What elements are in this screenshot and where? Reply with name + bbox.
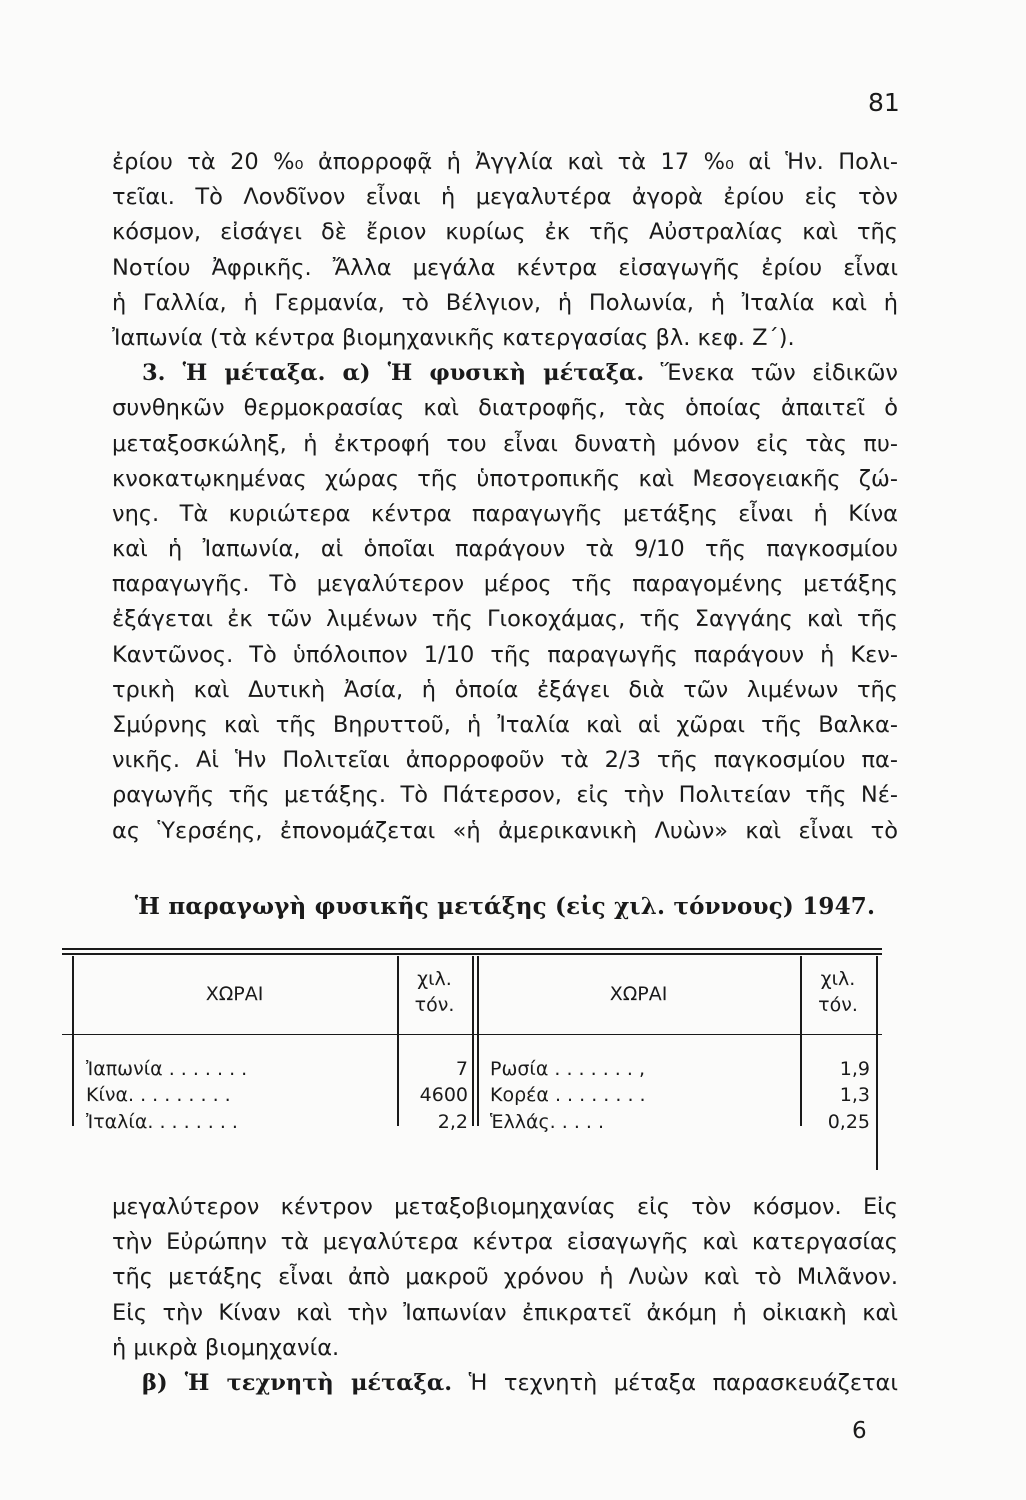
header-unit-left-2: τόν. <box>414 994 455 1016</box>
header-countries-left: ΧΩΡΑΙ <box>205 983 264 1005</box>
page-number: 81 <box>868 88 900 117</box>
subsection-heading-line <box>112 1366 898 1401</box>
table-vline <box>72 956 74 1126</box>
section-heading-line <box>112 356 898 391</box>
text-line: ἡ μικρὰ βιομηχανία. <box>112 1334 340 1361</box>
text-line: συνθηκῶν θερμοκρασίας καὶ διατροφῆς, τὰς ὁποίας ἀπαιτεῖ ὁ <box>112 395 898 422</box>
text-line: μεταξοσκώληξ, ἡ ἐκτροφή του εἶναι δυνατὴ μόνον εἰς τὰς πυ- <box>112 430 898 457</box>
text-line: κνοκατῳκημένας χώρας τῆς ὑποτροπικῆς καὶ Μεσογειακῆς ζώ- <box>112 465 898 492</box>
table-row-country: Ἑλλάς. . . . . <box>490 1111 605 1133</box>
text-line: τῆς μετάξης εἶναι ἀπὸ μακροῦ χρόνου ἡ Λυὼν καὶ τὸ Μιλᾶνον. <box>112 1264 898 1291</box>
subsection-heading: β) Ἡ τεχνητὴ μέταξα. <box>142 1369 453 1396</box>
text-line: τὴν Εὐρώπην τὰ μεγαλύτερα κέντρα εἰσαγωγῆς καὶ κατεργασίας <box>112 1229 898 1256</box>
header-unit-left-1: χιλ. <box>417 968 452 990</box>
text-line: νικῆς. Αἱ Ἡν Πολιτεῖαι ἀπορροφοῦν τὰ 2/3 τῆς παγκοσμίου πα- <box>112 747 898 774</box>
table-vline <box>477 956 479 1126</box>
text-line: τεῖαι. Τὸ Λονδῖνον εἶναι ἡ μεγαλυτέρα ἀγορὰ ἐρίου εἰς τὸν <box>112 184 898 211</box>
production-table <box>62 948 882 1170</box>
header-unit-right-2: τόν. <box>818 994 858 1016</box>
table-row-value: 4600 <box>419 1084 468 1106</box>
table-top-rule <box>62 948 882 950</box>
table-title: Ἡ παραγωγὴ φυσικῆς μετάξης (εἰς χιλ. τόννους) 1947. <box>134 893 876 920</box>
text-line: τρικὴ καὶ Δυτικὴ Ἀσία, ἡ ὁποία ἐξάγει διὰ τῶν λιμένων τῆς <box>112 676 898 703</box>
text-line: Ἰαπωνία (τὰ κέντρα βιομηχανικῆς κατεργασίας βλ. κεφ. Ζ΄). <box>112 324 795 351</box>
text-line: ἐρίου τὰ 20 %₀ ἀπορροφᾷ ἡ Ἀγγλία καὶ τὰ 17 %₀ αἱ Ἡν. Πολι- <box>112 149 898 175</box>
table-row-value: 7 <box>455 1058 468 1080</box>
header-countries-right: ΧΩΡΑΙ <box>609 983 668 1005</box>
table-row-value: 1,3 <box>839 1084 870 1106</box>
text-line: Εἰς τὴν Κίναν καὶ τὴν Ἰαπωνίαν ἐπικρατεῖ ἀκόμη ἡ οἰκιακὴ καὶ <box>112 1299 898 1326</box>
text-line: Καντῶνος. Τὸ ὑπόλοιπον 1/10 τῆς παραγωγῆς παράγουν ἡ Κεν- <box>112 641 898 668</box>
table-row-value: 1,9 <box>839 1058 870 1080</box>
main-text-bottom <box>112 1190 898 1401</box>
header-unit-right-1: χιλ. <box>820 968 856 990</box>
table-row-country: Ἰταλία. . . . . . . . <box>86 1111 238 1133</box>
text-fragment: Ἡ τεχνητὴ μέταξα παρασκευάζεται <box>468 1369 898 1396</box>
text-line: μεγαλύτερον κέντρον μεταξοβιομηχανίας εἰς τὸν κόσμον. Εἰς <box>112 1194 898 1220</box>
table-top-rule-2 <box>62 953 882 955</box>
text-line: ραγωγῆς τῆς μετάξης. Τὸ Πάτερσον, εἰς τὴν Πολιτείαν τῆς Νέ- <box>112 782 898 809</box>
text-line: ἐξάγεται ἐκ τῶν λιμένων τῆς Γιοκοχάμας, τῆς Σαγγάης καὶ τῆς <box>112 606 898 633</box>
main-text-top <box>112 145 898 849</box>
text-line: παραγωγῆς. Τὸ μεγαλύτερον μέρος τῆς παραγομένης μετάξης <box>112 571 898 598</box>
text-line: κόσμον, εἰσάγει δὲ ἔριον κυρίως ἐκ τῆς Αὐστραλίας καὶ τῆς <box>112 219 898 246</box>
footer-signature: 6 <box>852 1418 867 1444</box>
table-row-value: 0,25 <box>827 1111 870 1133</box>
text-fragment: Ἕνεκα τῶν εἰδικῶν <box>660 360 898 387</box>
table-row-country: Ἰαπωνία . . . . . . . <box>86 1058 248 1080</box>
text-line: Σμύρνης καὶ τῆς Βηρυττοῦ, ἡ Ἰταλία καὶ αἱ χῶραι τῆς Βαλκα- <box>112 712 898 738</box>
section-heading: 3. Ἡ μέταξα. α) Ἡ φυσικὴ μέταξα. <box>142 360 645 387</box>
table-vline <box>876 956 878 1170</box>
table-vline <box>472 956 474 1126</box>
text-line: Νοτίου Ἀφρικῆς. Ἄλλα μεγάλα κέντρα εἰσαγωγῆς ἐρίου εἶναι <box>112 254 898 281</box>
table-row-country: Ρωσία . . . . . . . , <box>490 1058 645 1080</box>
table-row-country: Κορέα . . . . . . . . <box>490 1084 646 1106</box>
table-row-value: 2,2 <box>437 1111 468 1133</box>
text-line: καὶ ἡ Ἰαπωνία, αἱ ὁποῖαι παράγουν τὰ 9/10 τῆς παγκοσμίου <box>112 536 898 563</box>
table-row-country: Κίνα. . . . . . . . . <box>86 1084 231 1106</box>
text-line: ἡ Γαλλία, ἡ Γερμανία, τὸ Βέλγιον, ἡ Πολωνία, ἡ Ἰταλία καὶ ἡ <box>112 289 898 316</box>
text-line: ας Ὑερσέης, ἐπονομάζεται «ἡ ἀμερικανικὴ Λυὼν» καὶ εἶναι τὸ <box>112 817 898 844</box>
text-line: νης. Τὰ κυριώτερα κέντρα παραγωγῆς μετάξης εἶναι ἡ Κίνα <box>112 500 898 527</box>
